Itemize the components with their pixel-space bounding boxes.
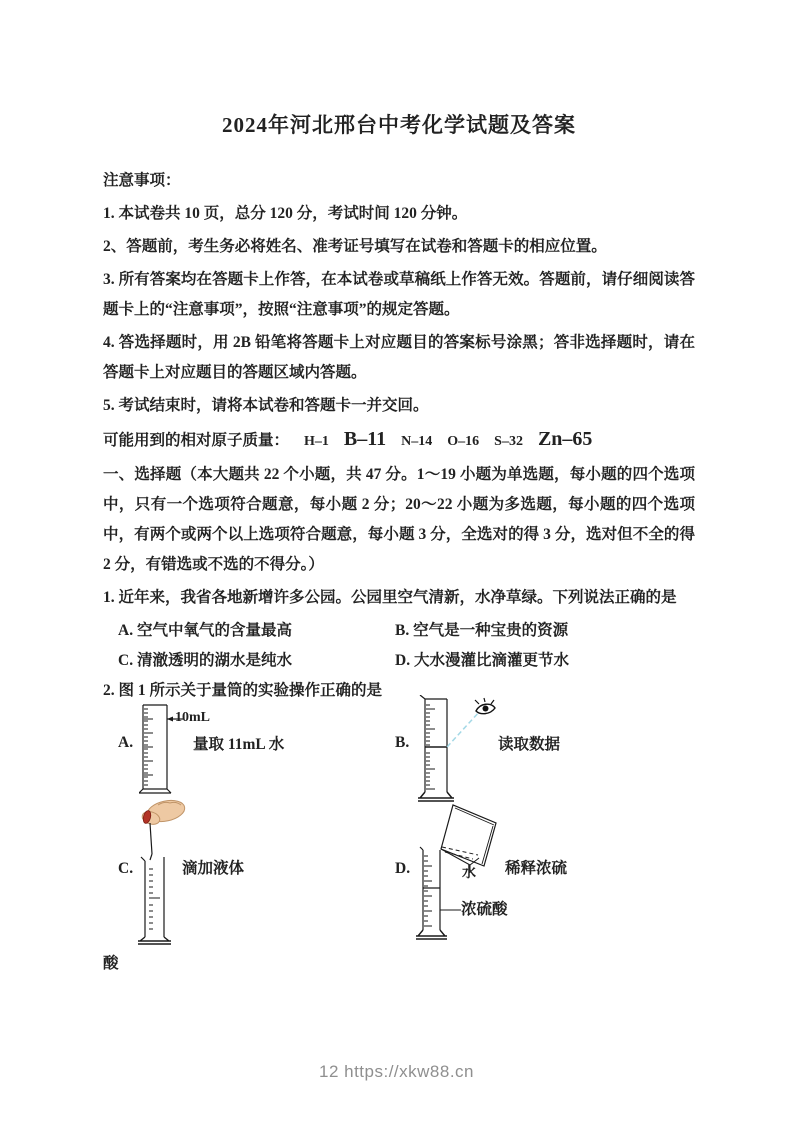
- notice-item-3: 3. 所有答案均在答题卡上作答，在本试卷或草稿纸上作答无效。答题前，请仔细阅读答题卡上的“注意事项”，按照“注意事项”的规定答题。: [103, 271, 695, 318]
- volume-mark-arrowhead: [167, 717, 173, 722]
- notice-item-4: 4. 答选择题时，用 2B 铅笔将答题卡上对应题目的答案标号涂黑；答非选择题时，请在答题卡上对应题目的答题区域内答题。: [103, 334, 695, 381]
- q1-option-d: D. 大水漫灌比滴灌更节水: [395, 652, 569, 669]
- mass-o: O–16: [447, 434, 480, 449]
- q1-option-b: B. 空气是一种宝贵的资源: [395, 622, 569, 639]
- mass-b: B–11: [343, 428, 387, 450]
- notice-item-2: 2、答题前，考生务必将姓名、准考证号填写在试卷和答题卡的相应位置。: [103, 238, 607, 255]
- volume-mark-label: 10mL: [175, 710, 210, 725]
- q2-stem: 2. 图 1 所示关于量筒的实验操作正确的是: [103, 682, 383, 699]
- notice-item-5: 5. 考试结束时，请将本试卷和答题卡一并交回。: [103, 397, 429, 414]
- notices-heading: 注意事项：: [103, 172, 181, 189]
- q2-option-a-caption: 量取 11mL 水: [193, 736, 285, 753]
- mass-n: N–14: [401, 434, 433, 449]
- mass-h: H–1: [304, 434, 329, 449]
- q1-options-row-1: [103, 616, 695, 646]
- notice-item-1: 1. 本试卷共 10 页，总分 120 分，考试时间 120 分钟。: [103, 205, 468, 222]
- eye-icon: [475, 698, 495, 714]
- graduated-cylinder-b-diagram: [418, 695, 510, 807]
- atomic-masses-label: 可能用到的相对原子质量：: [103, 432, 290, 449]
- page-footer: 12 https://xkw88.cn: [318, 1062, 475, 1081]
- q2-option-c-caption: 滴加液体: [182, 860, 245, 877]
- q2-option-d-caption-wrap: 酸: [103, 955, 119, 972]
- q2-diagram-area: [103, 709, 695, 949]
- q2-option-a-label: A.: [118, 734, 134, 751]
- acid-label: 浓硫酸: [461, 901, 508, 918]
- q1-option-c: C. 清澈透明的湖水是纯水: [118, 652, 292, 669]
- q2-option-b-caption: 读取数据: [498, 736, 561, 753]
- q2-option-b-label: B.: [395, 734, 410, 751]
- pouring-beaker: [441, 805, 496, 873]
- water-label: 水: [462, 866, 476, 881]
- q1-stem: 1. 近年来，我省各地新增许多公园。公园里空气清新，水净草绿。下列说法正确的是: [103, 589, 677, 606]
- atomic-masses-line: [103, 424, 695, 457]
- q1-options-row-2: [103, 646, 695, 676]
- q2-option-d-caption: 稀释浓硫: [505, 860, 568, 877]
- mass-zn: Zn–65: [537, 428, 593, 450]
- mass-s: S–32: [494, 434, 523, 449]
- sight-line: [447, 711, 480, 747]
- page-title: 2024年河北邢台中考化学试题及答案: [222, 113, 576, 137]
- q2-option-d-label: D.: [395, 860, 411, 877]
- section1-heading: 一、选择题（本大题共 22 个小题，共 47 分。1～19 小题为单选题，每小题的四个选项中，只有一个选项符合题意，每小题 2 分；20～22 小题为多选题，每小题的四个选项中，有两个或两个以上选项符合题意，每小题 3 分，全选对的得 3 分，选对但不全的得 2 分，有错选或不选的不得分。）: [103, 466, 695, 573]
- dropper-tube: [150, 823, 152, 860]
- q1-option-a: A. 空气中氧气的含量最高: [118, 622, 292, 639]
- q2-option-c-label: C.: [118, 860, 134, 877]
- document-content: [103, 110, 695, 982]
